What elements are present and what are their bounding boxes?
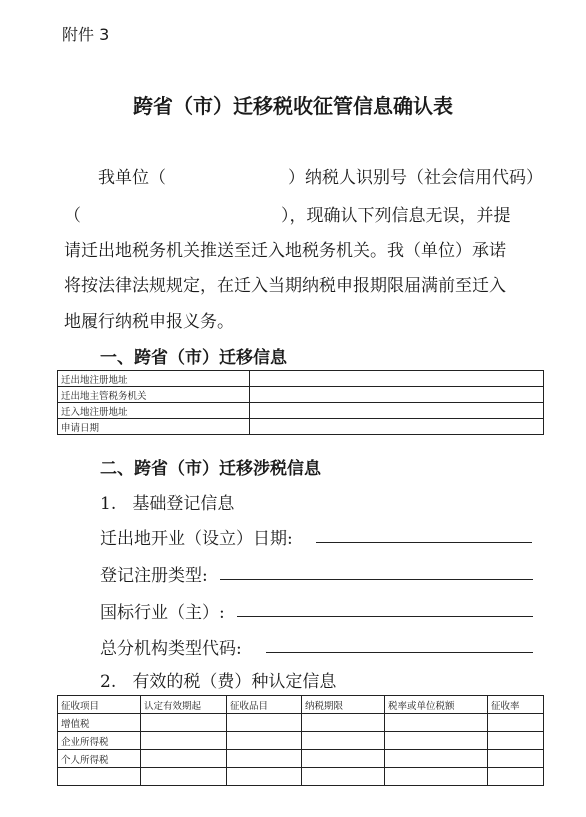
table-row bbox=[58, 732, 544, 750]
attachment-label: 附件 3 bbox=[62, 25, 110, 44]
field-industry-line[interactable] bbox=[237, 616, 533, 617]
table-row bbox=[58, 714, 544, 732]
migration-info-value[interactable] bbox=[250, 387, 544, 403]
tax-cell[interactable] bbox=[141, 714, 227, 732]
tax-table-header: 征收项目 bbox=[58, 696, 141, 714]
migration-info-label: 迁入地注册地址 bbox=[58, 403, 250, 419]
tax-item-label bbox=[58, 768, 141, 786]
tax-cell[interactable] bbox=[385, 750, 488, 768]
tax-item-label: 个人所得税 bbox=[58, 750, 141, 768]
paragraph-line-1-b: ）纳税人识别号（社会信用代码） bbox=[288, 168, 543, 188]
tax-cell[interactable] bbox=[488, 732, 544, 750]
tax-table-header: 纳税期限 bbox=[302, 696, 385, 714]
tax-table-header: 税率或单位税额 bbox=[385, 696, 488, 714]
paragraph-line-2-a: （ bbox=[64, 206, 81, 226]
migration-info-value[interactable] bbox=[250, 419, 544, 435]
paragraph-line-3: 请迁出地税务机关推送至迁入地税务机关。我（单位）承诺 bbox=[64, 241, 506, 261]
migration-info-label: 迁出地主管税务机关 bbox=[58, 387, 250, 403]
subsection-basic-registration: 1. 基础登记信息 bbox=[100, 494, 235, 514]
section1-heading: 一、跨省（市）迁移信息 bbox=[100, 348, 287, 368]
migration-info-value[interactable] bbox=[250, 403, 544, 419]
tax-cell[interactable] bbox=[385, 732, 488, 750]
tax-table-header: 征收品目 bbox=[227, 696, 302, 714]
tax-cell[interactable] bbox=[488, 750, 544, 768]
tax-cell[interactable] bbox=[488, 714, 544, 732]
field-industry-label: 国标行业（主）: bbox=[100, 603, 225, 623]
tax-item-label: 企业所得税 bbox=[58, 732, 141, 750]
tax-cell[interactable] bbox=[227, 714, 302, 732]
tax-cell[interactable] bbox=[385, 768, 488, 786]
tax-cell[interactable] bbox=[302, 768, 385, 786]
paragraph-line-2-b: ），现确认下列信息无误，并提 bbox=[281, 206, 511, 226]
tax-cell[interactable] bbox=[227, 768, 302, 786]
migration-info-label: 迁出地注册地址 bbox=[58, 371, 250, 387]
tax-cell[interactable] bbox=[227, 750, 302, 768]
migration-info-label: 申请日期 bbox=[58, 419, 250, 435]
tax-cell[interactable] bbox=[141, 750, 227, 768]
page-title: 跨省（市）迁移税收征管信息确认表 bbox=[133, 94, 453, 118]
field-registration-type-line[interactable] bbox=[220, 579, 533, 580]
field-branch-type-line[interactable] bbox=[266, 652, 533, 653]
section2-heading: 二、跨省（市）迁移涉税信息 bbox=[100, 459, 321, 479]
tax-type-table bbox=[57, 695, 544, 786]
table-row bbox=[58, 750, 544, 768]
paragraph-line-2 bbox=[64, 201, 511, 226]
tax-item-label: 增值税 bbox=[58, 714, 141, 732]
paragraph-line-1 bbox=[98, 163, 543, 188]
subsection-tax-types: 2. 有效的税（费）种认定信息 bbox=[100, 672, 337, 692]
migration-info-table bbox=[57, 370, 544, 435]
paragraph-line-1-a: 我单位（ bbox=[98, 168, 166, 188]
tax-cell[interactable] bbox=[488, 768, 544, 786]
tax-cell[interactable] bbox=[141, 732, 227, 750]
tax-cell[interactable] bbox=[302, 732, 385, 750]
tax-cell[interactable] bbox=[302, 750, 385, 768]
migration-info-value[interactable] bbox=[250, 371, 544, 387]
field-opening-date-line[interactable] bbox=[316, 542, 532, 543]
tax-cell[interactable] bbox=[385, 714, 488, 732]
table-row bbox=[58, 768, 544, 786]
paragraph-line-5: 地履行纳税申报义务。 bbox=[64, 312, 234, 332]
field-branch-type-label: 总分机构类型代码: bbox=[100, 639, 242, 659]
tax-table-header: 征收率 bbox=[488, 696, 544, 714]
field-opening-date-label: 迁出地开业（设立）日期: bbox=[100, 529, 293, 549]
paragraph-line-4: 将按法律法规规定，在迁入当期纳税申报期限届满前至迁入 bbox=[64, 276, 506, 296]
tax-cell[interactable] bbox=[227, 732, 302, 750]
tax-table-header: 认定有效期起 bbox=[141, 696, 227, 714]
tax-cell[interactable] bbox=[302, 714, 385, 732]
field-registration-type-label: 登记注册类型: bbox=[100, 566, 208, 586]
tax-cell[interactable] bbox=[141, 768, 227, 786]
